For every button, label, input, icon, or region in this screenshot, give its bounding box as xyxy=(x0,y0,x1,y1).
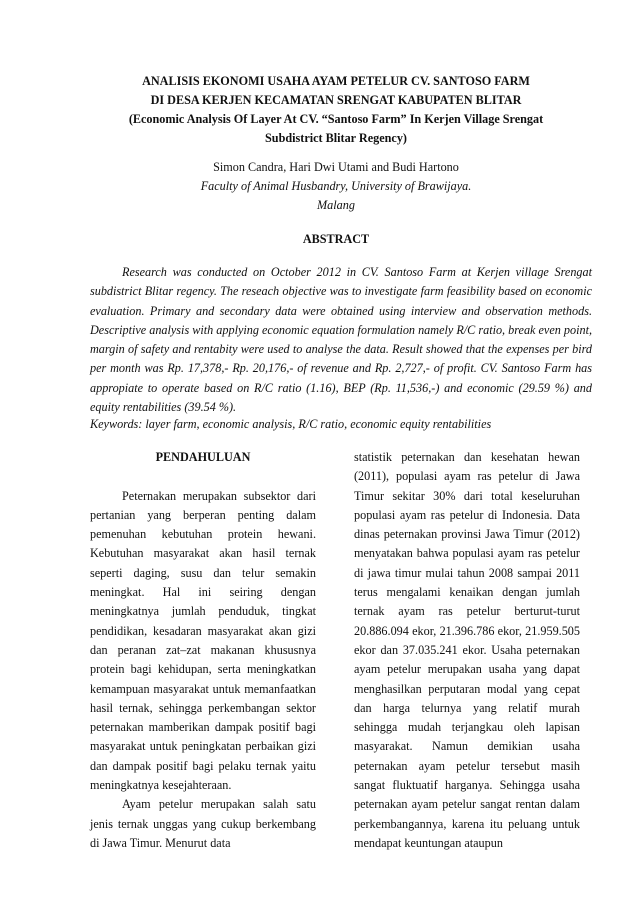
keywords: Keywords: layer farm, economic analysis, R/C ratio, economic equity rentabilities xyxy=(90,417,492,431)
right-paragraph: statistik peternakan dan kesehatan hewan (2011), populasi ayam ras petelur di Jawa Timur sekitar 30% dari total keseluruhan populasi ayam ras petelur di Indonesia. Data dinas peternakan provinsi Jawa Timur (2012) menyatakan bahwa populasi ayam ras petelur di jawa timur mulai tahun 2008 sampai 2011 terus mengalami kenaikan dengan jumlah ternak ayam ras petelur berturut-turut 20.886.094 ekor, 21.396.786 ekor, 21.959.505 ekor dan 37.035.241 ekor. Usaha peternakan ayam petelur merupakan usaha yang dapat menghasilkan perputaran modal yang cepat dan harga telurnya yang relatif murah sehingga mudah terjangkau oleh lapisan masyarakat. Namun demikian usaha peternakan ayam petelur tersebut masih sangat fluktuatif harganya. Sehingga usaha peternakan ayam petelur sangat rentan dalam perkembangannya, karena itu peluang untuk mendapat keuntungan ataupun xyxy=(354,450,580,850)
right-column xyxy=(354,448,580,853)
title-line-1: ANALISIS EKONOMI USAHA AYAM PETELUR CV. SANTOSO FARM xyxy=(142,74,530,88)
title-line-4: Subdistrict Blitar Regency) xyxy=(265,131,407,145)
title-line-3: (Economic Analysis Of Layer At CV. “Santoso Farm” In Kerjen Village Srengat xyxy=(128,112,544,126)
author-block xyxy=(80,158,592,215)
author-names: Simon Candra, Hari Dwi Utami and Budi Hartono xyxy=(213,160,459,174)
section-heading-pendahuluan: PENDAHULUAN xyxy=(155,450,251,464)
paper-title xyxy=(80,72,592,148)
left-paragraph-2: Ayam petelur merupakan salah satu jenis ternak unggas yang cukup berkembang di Jawa Timur. Menurut data xyxy=(90,797,316,850)
left-column xyxy=(90,448,316,853)
affiliation-line-2: Malang xyxy=(317,198,355,212)
title-line-2: DI DESA KERJEN KECAMATAN SRENGAT KABUPATEN BLITAR xyxy=(150,93,522,107)
abstract-heading: ABSTRACT xyxy=(302,232,370,246)
abstract-text: Research was conducted on October 2012 in CV. Santoso Farm at Kerjen village Srengat subdistrict Blitar regency. The reseach objective was to investigate farm feasibility based on economic evaluation. Primary and secondary data were obtained using interview and observation methods. Descriptive analysis with applying economic equation formulation namely R/C ratio, break even point, margin of safety and rentabity were used to analyse the data. Result showed that the expenses per bird per month was Rp. 17,378,- Rp. 20,176,- of revenue and Rp. 2,727,- of profit. CV. Santoso Farm has appropiate to operate based on R/C ratio (1.16), BEP (Rp. 11,536,-) and economic (29.59 %) and equity rentabilities (39.54 %). xyxy=(90,265,592,415)
abstract-body xyxy=(90,263,592,417)
affiliation-line-1: Faculty of Animal Husbandry, University of Brawijaya. xyxy=(200,179,472,193)
left-paragraph-1: Peternakan merupakan subsektor dari pertanian yang berperan penting dalam pemenuhan kebutuhan protein hewani. Kebutuhan masyarakat akan hasil ternak seperti daging, susu dan telur semakin meningkat. Hal ini seiring dengan meningkatnya jumlah penduduk, tingkat pendidikan, kesadaran masyarakat akan gizi dan peranan zat–zat makanan khususnya protein bagi kehidupan, serta meningkatkan kemampuan masyarakat untuk memanfaatkan hasil ternak, sehingga perkembangan sektor peternakan mamberikan dampak positif bagi masyarakat untuk peningkatan perbaikan gizi dan dampak positif bagi pelaku ternak yaitu meningkatnya kesejahteraan. xyxy=(90,488,316,793)
